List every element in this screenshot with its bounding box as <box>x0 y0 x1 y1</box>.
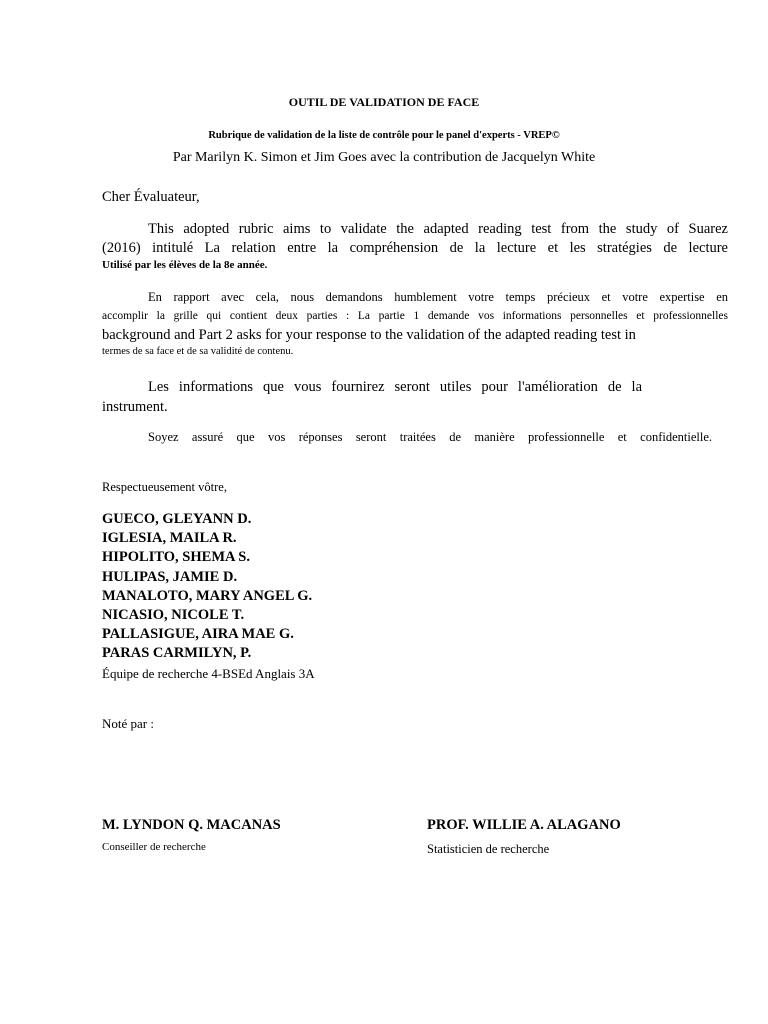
greeting: Cher Évaluateur, <box>102 189 200 205</box>
researcher-name: GUECO, GLEYANN D. <box>102 511 252 527</box>
paragraph-2 <box>102 288 728 359</box>
researcher-name: PALLASIGUE, AIRA MAE G. <box>102 626 294 643</box>
research-team: Équipe de recherche 4-BSEd Anglais 3A <box>102 666 315 681</box>
researcher-name: PARAS CARMILYN, P. <box>102 645 252 662</box>
paragraph-4: Soyez assuré que vos réponses seront traitées de manière professionnelle et confidentielle. <box>148 430 712 444</box>
researcher-name: NICASIO, NICOLE T. <box>102 607 245 624</box>
paragraph-2-line-1: En rapport avec cela, nous demandons humblement votre temps précieux et votre expertise en <box>148 290 728 304</box>
researcher-name: IGLESIA, MAILA R. <box>102 530 237 547</box>
document-byline: Par Marilyn K. Simon et Jim Goes avec la contribution de Jacquelyn White <box>172 150 596 165</box>
noted-by-label: Noté par : <box>102 716 154 731</box>
paragraph-1-line-1: This adopted rubric aims to validate the adapted reading test from the study of Suarez <box>148 221 728 237</box>
paragraph-2-line-3: background and Part 2 asks for your response to the validation of the adapted reading test in <box>102 327 636 343</box>
document-title: OUTIL DE VALIDATION DE FACE <box>288 95 480 109</box>
researcher-list <box>102 510 312 664</box>
paragraph-1 <box>102 220 728 273</box>
researcher-name: HIPOLITO, SHEMA S. <box>102 549 250 566</box>
adviser-role: Conseiller de recherche <box>102 841 206 853</box>
paragraph-1-line-2: (2016) intitulé La relation entre la compréhension de la lecture et les stratégies de lecture <box>102 240 728 256</box>
researcher-name: MANALOTO, MARY ANGEL G. <box>102 587 313 604</box>
adviser-name: M. LYNDON Q. MACANAS <box>102 817 281 833</box>
paragraph-3-line-2: instrument. <box>102 399 168 415</box>
paragraph-3-line-1: Les informations que vous fournirez seront utiles pour l'amélioration de la <box>148 379 642 395</box>
document-subtitle: Rubrique de validation de la liste de contrôle pour le panel d'experts - VREP© <box>208 130 560 141</box>
paragraph-3 <box>102 377 642 417</box>
researcher-name: HULIPAS, JAMIE D. <box>102 568 238 585</box>
statistician-name: PROF. WILLIE A. ALAGANO <box>427 817 621 833</box>
paragraph-2-line-2: accomplir la grille qui contient deux parties : La partie 1 demande vos informations personnelles et professionnelles <box>102 310 728 322</box>
paragraph-1-line-3: Utilisé par les élèves de la 8e année. <box>102 259 268 271</box>
closing-salutation: Respectueusement vôtre, <box>102 480 227 494</box>
paragraph-2-line-4: termes de sa face et de sa validité de contenu. <box>102 346 294 357</box>
statistician-role: Statisticien de recherche <box>427 842 550 856</box>
